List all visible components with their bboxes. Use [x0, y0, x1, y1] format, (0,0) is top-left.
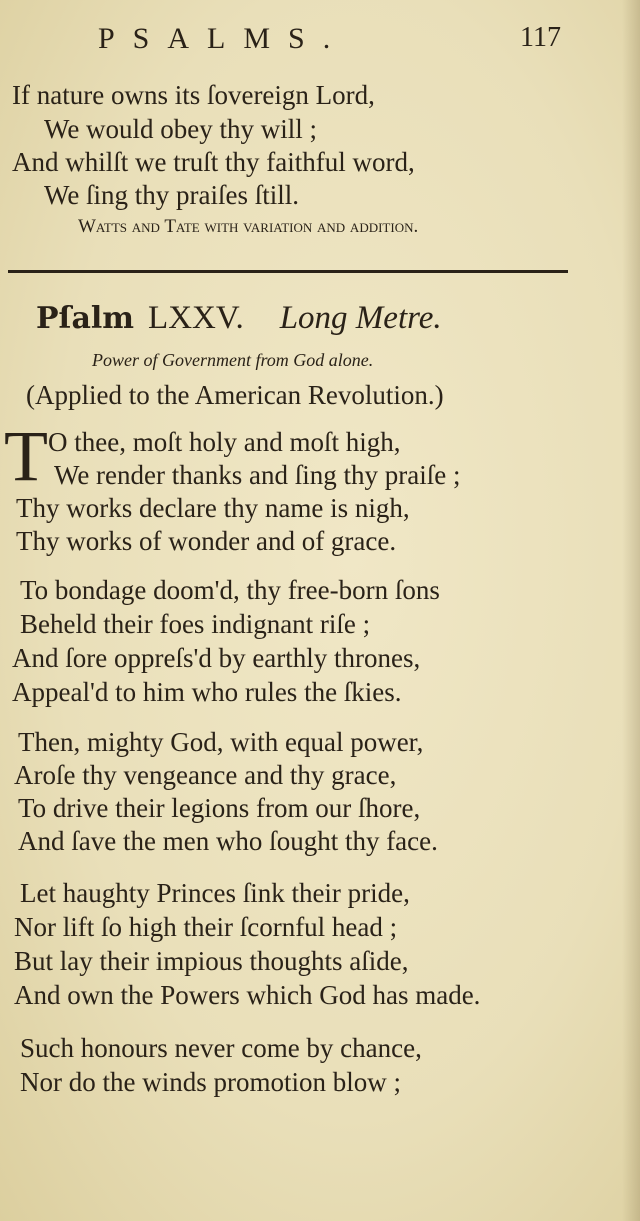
verse-line: Nor do the winds promotion blow ;	[20, 1067, 401, 1097]
verse-line: We would obey thy will ;	[44, 114, 318, 144]
psalm-label: Pſalm	[36, 301, 135, 336]
page-edge-shadow	[622, 0, 640, 1221]
verse-line: We ſing thy praiſes ſtill.	[44, 180, 300, 210]
verse-line: And own the Powers which God has made.	[14, 980, 481, 1010]
psalm-number: LXXV.	[148, 300, 244, 336]
verse-line: If nature owns its ſovereign Lord,	[12, 80, 375, 110]
verse-line: Beheld their foes indignant riſe ;	[20, 609, 371, 639]
verse-line: We render thanks and ſing thy praiſe ;	[54, 460, 461, 490]
verse-line: But lay their impious thoughts aſide,	[14, 946, 409, 976]
verse-line: Such honours never come by chance,	[20, 1033, 422, 1063]
running-head: PSALMS.	[98, 22, 349, 55]
verse-line: And ſore oppreſs'd by earthly thrones,	[12, 643, 421, 673]
drop-cap: T	[4, 416, 48, 496]
verse-line: Appeal'd to him who rules the ſkies.	[12, 677, 402, 707]
verse-line: Thy works declare thy name is nigh,	[16, 493, 410, 523]
psalm-subtitle: Power of Government from God alone.	[92, 350, 374, 370]
verse-line: Nor lift ſo high their ſcornful head ;	[14, 912, 398, 942]
attribution: Watts and Tate with variation and addition.	[78, 216, 419, 237]
psalm-application: (Applied to the American Revolution.)	[26, 380, 444, 410]
section-divider	[8, 270, 568, 273]
verse-line: And ſave the men who ſought thy face.	[18, 826, 438, 856]
verse-line: And whilſt we truſt thy faithful word,	[12, 147, 415, 177]
verse-line: Thy works of wonder and of grace.	[16, 526, 397, 556]
psalm-metre: Long Metre.	[279, 300, 442, 336]
verse-line: To drive their legions from our ſhore,	[18, 793, 421, 823]
verse-line: To bondage doom'd, thy free-born ſons	[20, 575, 440, 605]
verse-line: O thee, moſt holy and moſt high,	[48, 427, 401, 457]
page-header	[0, 22, 640, 58]
verse-line: Then, mighty God, with equal power,	[18, 727, 424, 757]
page-number: 117	[520, 22, 561, 53]
psalm-heading	[36, 300, 442, 337]
verse-line: Aroſe thy vengeance and thy grace,	[14, 760, 397, 790]
verse-line: Let haughty Princes ſink their pride,	[20, 878, 410, 908]
